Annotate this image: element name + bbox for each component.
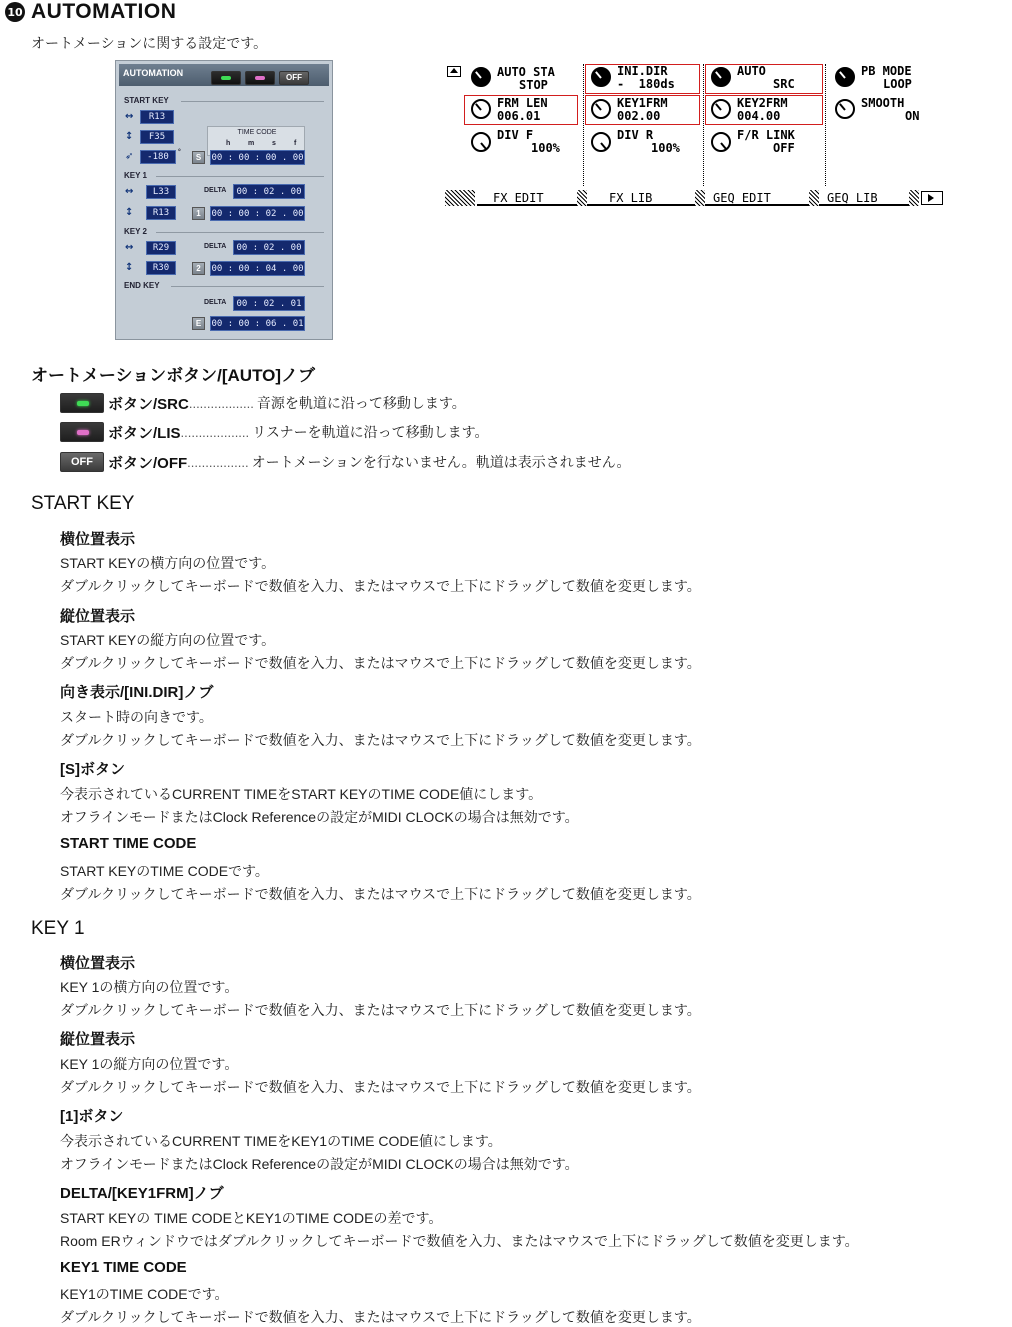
item-title: START TIME CODE [60,835,197,852]
knob-icon [591,67,611,87]
item-title: 向き表示/[INI.DIR]ノブ [60,684,214,701]
auto-row-lis [60,421,488,443]
row-label: ボタン/SRC [108,395,189,413]
group-label-end-key: END KEY [124,281,160,290]
knob-icon [471,67,491,87]
param-smooth: SMOOTH ON [861,96,920,123]
row-description: オートメーションを行ないません。軌道は表示されません。 [251,454,631,470]
item-title: 縦位置表示 [60,608,136,625]
knob-icon [711,132,731,152]
vertical-arrow-icon: ↕ [125,262,134,273]
item-text: KEY1のTIME CODEです。 [60,1286,229,1302]
lcd-tab-bar [445,190,947,206]
item-text: オフラインモードまたはClock Referenceの設定がMIDI CLOCKの場合は無効です。 [60,1156,579,1172]
item-title: 横位置表示 [60,531,136,548]
param-auto: AUTO SRC [737,64,795,91]
auto-off-button[interactable]: OFF [279,71,309,85]
item-text: ダブルクリックしてキーボードで数値を入力、またはマウスで上下にドラッグして数値を変更します。 [60,732,701,748]
section-title: AUTOMATION [31,0,177,23]
start-time-code[interactable]: 00 : 00 : 00 . 00 [210,150,305,165]
item-text: Room ERウィンドウではダブルクリックしてキーボードで数値を入力、またはマウスで上下にドラッグして数値を変更します。 [60,1233,859,1249]
knob-icon [471,99,491,119]
item-title: [S]ボタン [60,761,125,778]
key1-time-code[interactable]: 00 : 00 : 02 . 00 [210,206,305,221]
auto-src-button[interactable] [211,71,241,85]
vertical-arrow-icon: ↕ [125,207,134,218]
item-text: START KEYの横方向の位置です。 [60,555,276,571]
key2-button[interactable]: 2 [192,262,205,275]
item-text: START KEYのTIME CODEです。 [60,863,269,879]
delta-label: DELTA [204,187,227,194]
start-h-position[interactable]: R13 [140,110,174,124]
item-text: ダブルクリックしてキーボードで数値を入力、またはマウスで上下にドラッグして数値を変更します。 [60,578,701,594]
key2-v-position[interactable]: R30 [146,261,176,275]
time-code-title: TIME CODE [237,129,277,136]
item-text: オフラインモードまたはClock Referenceの設定がMIDI CLOCKの場合は無効です。 [60,809,579,825]
start-v-position[interactable]: F35 [140,130,174,144]
item-text: KEY 1の縦方向の位置です。 [60,1056,239,1072]
column-divider [825,64,826,186]
param-div-f: DIV F 100% [497,128,560,155]
item-text: START KEYの TIME CODEとKEY1のTIME CODEの差です。 [60,1210,443,1226]
param-fr-link: F/R LINK OFF [737,128,795,155]
item-text: ダブルクリックしてキーボードで数値を入力、またはマウスで上下にドラッグして数値を変更します。 [60,1309,701,1325]
delta-label: DELTA [204,299,227,306]
divider [156,176,324,177]
knob-icon [471,132,491,152]
tc-unit-s: s [272,140,276,147]
param-ini-dir: INI.DIR - 180ds [617,64,675,91]
param-div-r: DIV R 100% [617,128,680,155]
knob-icon [835,67,855,87]
tc-unit-h: h [226,140,231,147]
item-text: 今表示されているCURRENT TIMEをKEY1のTIME CODE値にします。 [60,1133,502,1149]
group-label-start-key: START KEY [124,96,169,105]
horizontal-arrow-icon: ↔ [125,242,134,253]
leader-dots: ................... [180,424,250,440]
tc-unit-m: m [248,140,255,147]
auto-row-src [60,392,466,414]
divider [171,286,324,287]
section-intro: オートメーションに関する設定です。 [31,36,268,52]
item-text: ダブルクリックしてキーボードで数値を入力、またはマウスで上下にドラッグして数値を変更します。 [60,886,701,902]
tab-fx-lib[interactable]: FX LIB [587,190,695,206]
start-key-title: START KEY [31,493,135,514]
panel-title: AUTOMATION [123,68,184,78]
row-label: ボタン/OFF [108,454,188,472]
delta-label: DELTA [204,243,227,250]
item-title: DELTA/[KEY1FRM]ノブ [60,1185,224,1202]
key1-h-position[interactable]: L33 [146,185,176,199]
lis-button-icon [60,422,104,442]
knob-icon [835,99,855,119]
key2-h-position[interactable]: R29 [146,241,176,255]
param-auto-sta: AUTO STA STOP [497,65,555,92]
tc-unit-f: f [294,140,297,147]
param-key1frm: KEY1FRM 002.00 [617,96,668,123]
key2-time-code[interactable]: 00 : 00 : 04 . 00 [210,261,305,276]
off-button-icon: OFF [60,452,104,472]
section-number-badge: 10 [5,2,25,22]
item-title: 縦位置表示 [60,1031,136,1048]
lcd-screen [445,62,947,208]
tab-separator [445,190,475,206]
key1-delta[interactable]: 00 : 02 . 00 [233,184,305,199]
tab-geq-lib[interactable]: GEQ LIB [819,190,909,206]
end-time-code[interactable]: 00 : 00 : 06 . 01 [210,316,305,331]
key2-delta[interactable]: 00 : 02 . 00 [233,240,305,255]
item-text: ダブルクリックしてキーボードで数値を入力、またはマウスで上下にドラッグして数値を変更します。 [60,655,701,671]
param-pb-mode: PB MODE LOOP [861,64,912,91]
knob-icon [711,67,731,87]
key1-button[interactable]: 1 [192,207,205,220]
tab-fx-edit[interactable]: FX EDIT [477,190,577,206]
tab-separator [909,190,919,206]
knob-icon [591,132,611,152]
row-label: ボタン/LIS [108,424,181,442]
item-title: KEY1 TIME CODE [60,1259,187,1276]
auto-row-off [60,451,631,473]
tab-separator [809,190,819,206]
vertical-arrow-icon: ↕ [125,131,134,142]
item-text: 今表示されているCURRENT TIMEをSTART KEYのTIME CODE値にします。 [60,786,543,802]
tab-geq-edit[interactable]: GEQ EDIT [705,190,809,206]
group-label-key2: KEY 2 [124,227,147,236]
divider [156,232,324,233]
tab-next-icon[interactable] [921,191,943,205]
automation-panel [115,60,333,340]
tab-separator [695,190,705,206]
param-key2frm: KEY2FRM 004.00 [737,96,788,123]
auto-section-title: オートメーションボタン/[AUTO]ノブ [31,366,316,385]
knob-icon [591,99,611,119]
horizontal-arrow-icon: ↔ [125,111,134,122]
start-s-button[interactable]: S [192,151,205,164]
panel-header [119,64,329,86]
direction-icon: ➶ [125,151,134,162]
end-e-button[interactable]: E [192,317,205,330]
knob-icon [711,99,731,119]
start-direction[interactable]: -180 [140,150,176,164]
item-title: [1]ボタン [60,1108,124,1125]
leader-dots: ................. [187,454,249,470]
item-text: スタート時の向きです。 [60,709,213,725]
leader-dots: .................. [188,395,254,411]
auto-lis-button[interactable] [245,71,275,85]
divider [181,101,324,102]
item-title: 横位置表示 [60,955,136,972]
degree-mark: ° [178,149,181,156]
src-button-icon [60,393,104,413]
item-text: ダブルクリックしてキーボードで数値を入力、またはマウスで上下にドラッグして数値を変更します。 [60,1002,701,1018]
group-label-key1: KEY 1 [124,171,147,180]
column-divider [703,64,704,186]
item-text: ダブルクリックしてキーボードで数値を入力、またはマウスで上下にドラッグして数値を変更します。 [60,1079,701,1095]
key1-title: KEY 1 [31,918,85,939]
item-text: KEY 1の横方向の位置です。 [60,979,239,995]
row-description: リスナーを軌道に沿って移動します。 [252,424,489,440]
key1-v-position[interactable]: R13 [146,206,176,220]
row-description: 音源を軌道に沿って移動します。 [256,395,466,411]
tab-separator [577,190,587,206]
param-frm-len: FRM LEN 006.01 [497,96,548,123]
item-text: START KEYの縦方向の位置です。 [60,632,276,648]
column-divider [583,64,584,186]
horizontal-arrow-icon: ↔ [125,186,134,197]
end-delta[interactable]: 00 : 02 . 01 [233,296,305,311]
up-arrow-icon [447,66,461,77]
